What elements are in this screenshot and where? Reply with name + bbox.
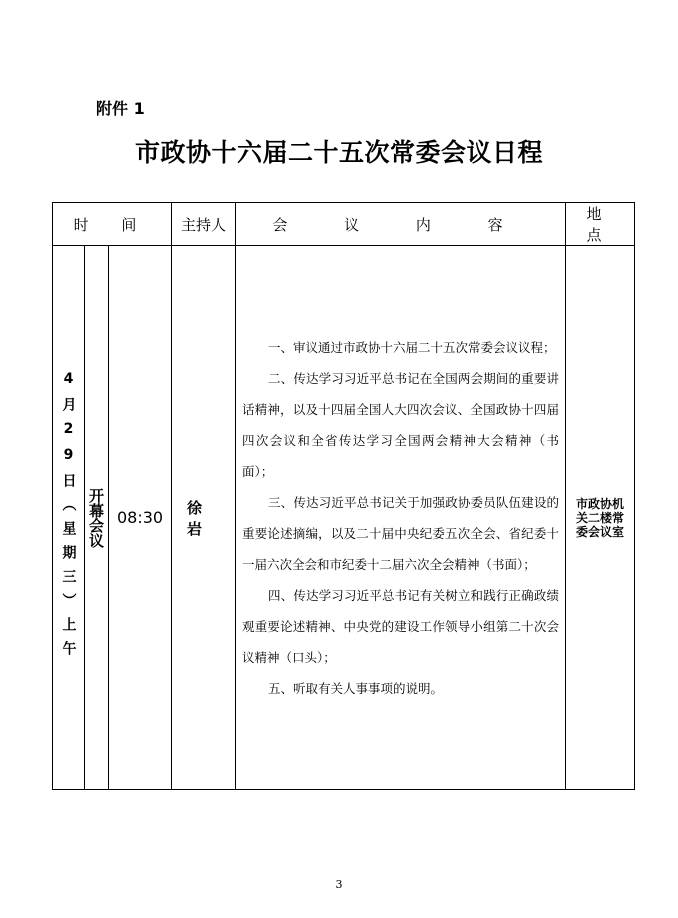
table-row	[53, 246, 635, 790]
agenda-item: 三、传达习近平总书记关于加强政协委员队伍建设的重要论述摘编，以及二十届中央纪委五次全会、省纪委十一届六次全会和市纪委十二届六次全会精神（书面）；	[242, 494, 560, 572]
time-cell: 08:30	[109, 246, 172, 790]
place-text: 市政协机关二楼常委会议室	[576, 496, 625, 539]
place-cell	[566, 246, 635, 790]
host-name: 徐 岩	[187, 498, 221, 538]
agenda-cell	[236, 246, 566, 790]
header-time: 时 间	[53, 203, 172, 246]
schedule-table	[52, 202, 635, 790]
agenda-item: 五、听取有关人事事项的说明。	[268, 680, 444, 696]
page-number: 3	[335, 878, 343, 891]
header-host: 主持人	[172, 203, 236, 246]
table-header-row	[53, 203, 635, 246]
meeting-cell	[85, 246, 109, 790]
header-place: 地 点	[566, 203, 635, 246]
agenda-item: 四、传达学习习近平总书记有关树立和践行正确政绩观重要论述精神、中央党的建设工作领导小组第二十次会议精神（口头）；	[242, 587, 560, 665]
attachment-label: 附件 1	[96, 99, 145, 118]
date-text: 4月29日（星期三）上午	[60, 370, 77, 665]
date-cell	[53, 246, 85, 790]
host-cell	[172, 246, 236, 790]
document-title: 市政协十六届二十五次常委会议日程	[134, 138, 543, 167]
header-content: 会 议 内 容	[236, 203, 566, 246]
agenda-item: 一、审议通过市政协十六届二十五次常委会议议程；	[268, 339, 556, 355]
agenda-item: 二、传达学习习近平总书记在全国两会期间的重要讲话精神，以及十四届全国人大四次会议、全国政协十四届四次会议和全省传达学习全国两会精神大会精神（书面）；	[242, 370, 560, 479]
meeting-name: 开幕会议	[87, 487, 105, 548]
